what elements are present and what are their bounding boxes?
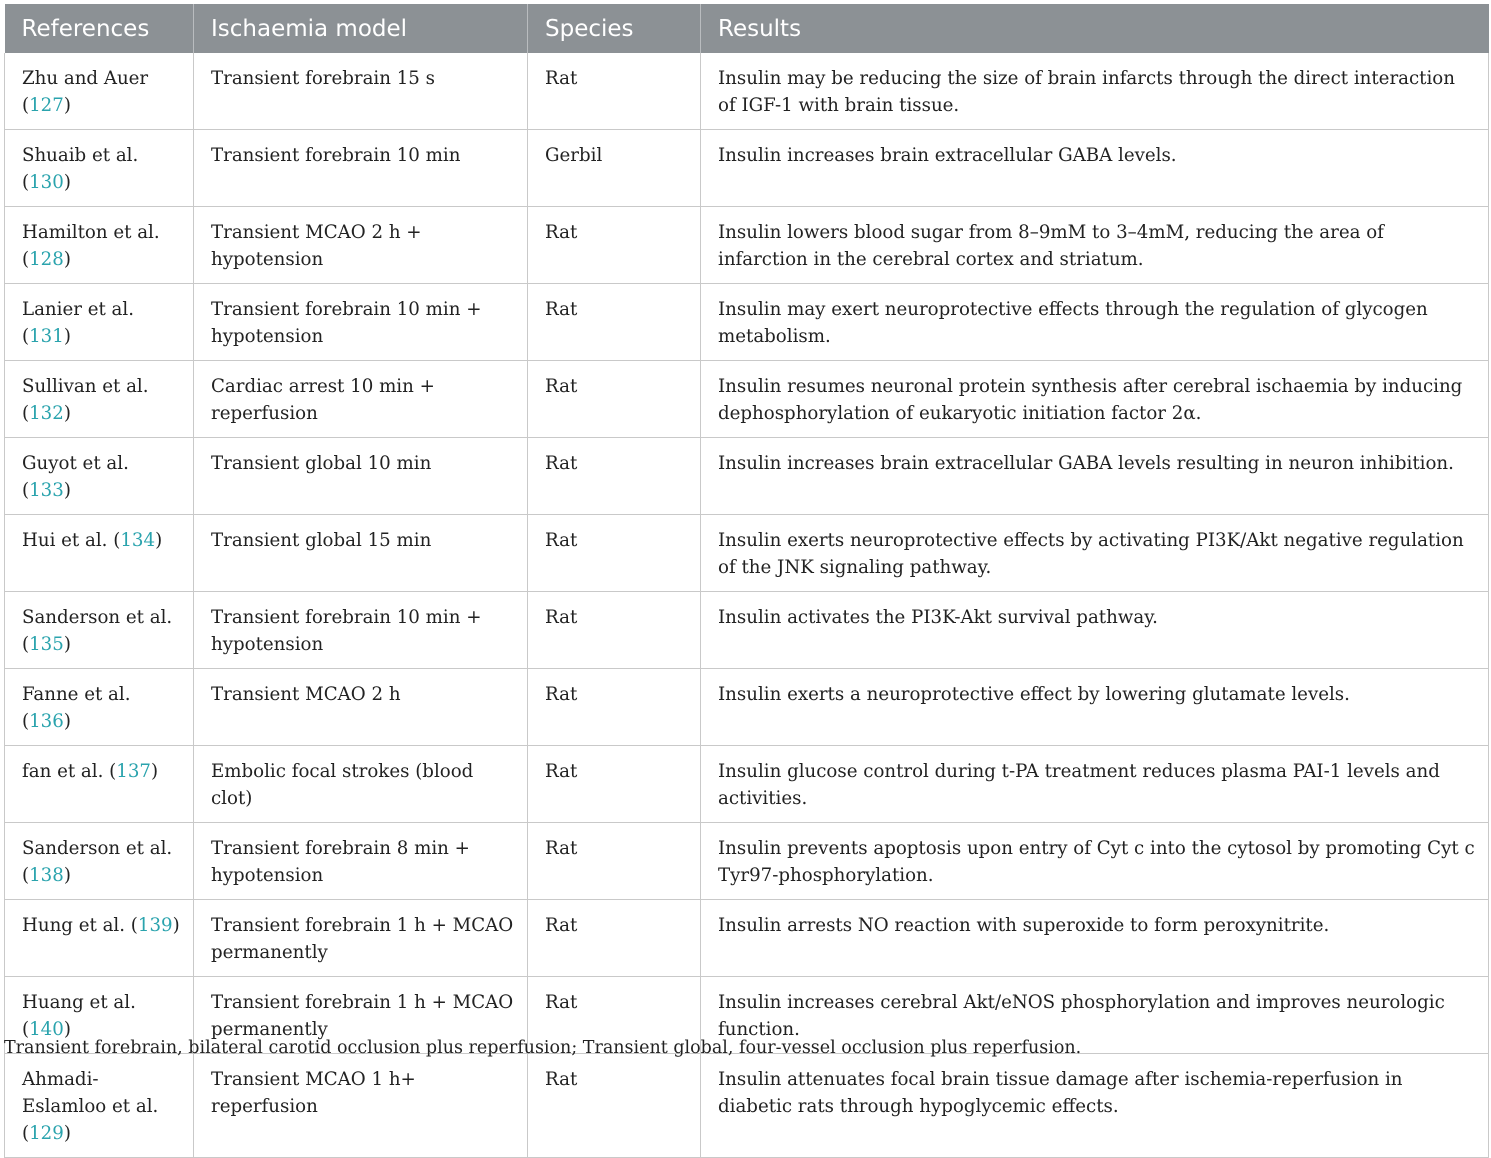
species-cell: Rat <box>528 361 701 438</box>
result-cell: Insulin resumes neuronal protein synthesis after cerebral ischaemia by inducing dephosphorylation of eukaryotic initiation factor 2α. <box>701 361 1489 438</box>
header-references: References <box>5 4 194 53</box>
citation-link[interactable]: 137 <box>116 761 151 782</box>
species-cell: Rat <box>528 438 701 515</box>
result-cell: Insulin activates the PI3K-Akt survival pathway. <box>701 592 1489 669</box>
header-species: Species <box>528 4 701 53</box>
reference-text: Fanne et al. <box>22 684 131 705</box>
reference-cell: Ahmadi-Eslamloo et al. (129) <box>5 1054 194 1158</box>
species-cell: Rat <box>528 207 701 284</box>
model-cell: Transient global 15 min <box>194 515 528 592</box>
model-cell: Transient forebrain 8 min + hypotension <box>194 823 528 900</box>
reference-cell: Lanier et al. (131) <box>5 284 194 361</box>
reference-cell: Shuaib et al. (130) <box>5 130 194 207</box>
model-cell: Transient MCAO 2 h <box>194 669 528 746</box>
citation-link[interactable]: 129 <box>29 1123 64 1144</box>
reference-text: Lanier et al. <box>22 299 134 320</box>
citation-link[interactable]: 139 <box>137 915 173 936</box>
table-row <box>5 746 1489 823</box>
result-cell: Insulin exerts a neuroprotective effect by lowering glutamate levels. <box>701 669 1489 746</box>
result-cell: Insulin arrests NO reaction with superoxide to form peroxynitrite. <box>701 900 1489 977</box>
reference-cell: Sanderson et al. (138) <box>5 823 194 900</box>
reference-cell: Huang et al. (140) <box>5 977 194 1054</box>
model-cell: Transient forebrain 15 s <box>194 53 528 130</box>
reference-text: Sanderson et al. <box>22 607 173 628</box>
table-row <box>5 669 1489 746</box>
result-cell: Insulin may exert neuroprotective effects through the regulation of glycogen metabolism. <box>701 284 1489 361</box>
result-cell: Insulin attenuates focal brain tissue damage after ischemia-reperfusion in diabetic rats through hypoglycemic effects. <box>701 1054 1489 1158</box>
result-cell: Insulin lowers blood sugar from 8–9mM to 3–4mM, reducing the area of infarction in the cerebral cortex and striatum. <box>701 207 1489 284</box>
species-cell: Rat <box>528 284 701 361</box>
model-cell: Embolic focal strokes (blood clot) <box>194 746 528 823</box>
result-cell: Insulin increases brain extracellular GABA levels resulting in neuron inhibition. <box>701 438 1489 515</box>
result-cell: Insulin prevents apoptosis upon entry of Cyt c into the cytosol by promoting Cyt c Tyr97-phosphorylation. <box>701 823 1489 900</box>
reference-text: Hamilton et al. <box>22 222 160 243</box>
table-container <box>4 4 1488 1158</box>
citation-link[interactable]: 130 <box>29 172 64 193</box>
model-cell: Transient forebrain 1 h + MCAO permanently <box>194 900 528 977</box>
table-row <box>5 900 1489 977</box>
species-cell: Rat <box>528 1054 701 1158</box>
reference-text: Guyot et al. <box>22 453 129 474</box>
table-row <box>5 361 1489 438</box>
species-cell: Rat <box>528 669 701 746</box>
species-cell: Rat <box>528 900 701 977</box>
header-row <box>5 4 1489 53</box>
model-cell: Transient MCAO 2 h + hypotension <box>194 207 528 284</box>
species-cell: Gerbil <box>528 130 701 207</box>
model-cell: Transient MCAO 1 h+ reperfusion <box>194 1054 528 1158</box>
reference-text: Zhu and Auer <box>22 68 149 89</box>
reference-cell: Hung et al. (139) <box>5 900 194 977</box>
species-cell: Rat <box>528 515 701 592</box>
table-row <box>5 592 1489 669</box>
table-row <box>5 515 1489 592</box>
species-cell: Rat <box>528 823 701 900</box>
table-row <box>5 1054 1489 1158</box>
reference-cell: Fanne et al. (136) <box>5 669 194 746</box>
table-row <box>5 53 1489 130</box>
model-cell: Transient forebrain 10 min + hypotension <box>194 592 528 669</box>
model-cell: Transient forebrain 10 min <box>194 130 528 207</box>
citation-link[interactable]: 138 <box>29 865 64 886</box>
table-footnote: Transient forebrain, bilateral carotid occlusion plus reperfusion; Transient global, four-vessel occlusion plus reperfusion. <box>4 1038 1082 1058</box>
table-row <box>5 130 1489 207</box>
citation-link[interactable]: 136 <box>29 711 64 732</box>
citation-link[interactable]: 134 <box>120 530 156 551</box>
model-cell: Cardiac arrest 10 min + reperfusion <box>194 361 528 438</box>
citation-link[interactable]: 140 <box>29 1019 64 1040</box>
header-results: Results <box>701 4 1489 53</box>
reference-cell: Hamilton et al. (128) <box>5 207 194 284</box>
reference-cell: Hui et al. (134) <box>5 515 194 592</box>
reference-text: Shuaib et al. <box>22 145 139 166</box>
species-cell: Rat <box>528 746 701 823</box>
reference-text: Ahmadi-Eslamloo et al. <box>22 1069 159 1117</box>
citation-link[interactable]: 131 <box>29 326 64 347</box>
model-cell: Transient forebrain 1 h + MCAO permanently <box>194 977 528 1054</box>
reference-text: Hung et al. <box>22 915 126 936</box>
header-ischaemia-model: Ischaemia model <box>194 4 528 53</box>
citation-link[interactable]: 128 <box>29 249 64 270</box>
table-row <box>5 207 1489 284</box>
result-cell: Insulin increases cerebral Akt/eNOS phosphorylation and improves neurologic function. <box>701 977 1489 1054</box>
reference-text: Huang et al. <box>22 992 136 1013</box>
table-row <box>5 284 1489 361</box>
model-cell: Transient global 10 min <box>194 438 528 515</box>
reference-text: Hui et al. <box>22 530 108 551</box>
reference-cell: Zhu and Auer (127) <box>5 53 194 130</box>
reference-text: fan et al. <box>22 761 104 782</box>
citation-link[interactable]: 127 <box>29 95 64 116</box>
result-cell: Insulin increases brain extracellular GABA levels. <box>701 130 1489 207</box>
reference-cell: Sanderson et al. (135) <box>5 592 194 669</box>
table-row <box>5 823 1489 900</box>
species-cell: Rat <box>528 592 701 669</box>
reference-cell: Sullivan et al. (132) <box>5 361 194 438</box>
reference-cell: fan et al. (137) <box>5 746 194 823</box>
reference-text: Sanderson et al. <box>22 838 173 859</box>
table-row <box>5 438 1489 515</box>
reference-text: Sullivan et al. <box>22 376 149 397</box>
studies-table <box>4 4 1489 1158</box>
result-cell: Insulin may be reducing the size of brain infarcts through the direct interaction of IGF-1 with brain tissue. <box>701 53 1489 130</box>
citation-link[interactable]: 133 <box>29 480 64 501</box>
species-cell: Rat <box>528 53 701 130</box>
species-cell: Rat <box>528 977 701 1054</box>
table-body <box>5 53 1489 1158</box>
model-cell: Transient forebrain 10 min + hypotension <box>194 284 528 361</box>
citation-link[interactable]: 135 <box>29 634 64 655</box>
result-cell: Insulin exerts neuroprotective effects by activating PI3K/Akt negative regulation of the JNK signaling pathway. <box>701 515 1489 592</box>
result-cell: Insulin glucose control during t-PA treatment reduces plasma PAI-1 levels and activities. <box>701 746 1489 823</box>
reference-cell: Guyot et al. (133) <box>5 438 194 515</box>
citation-link[interactable]: 132 <box>29 403 64 424</box>
